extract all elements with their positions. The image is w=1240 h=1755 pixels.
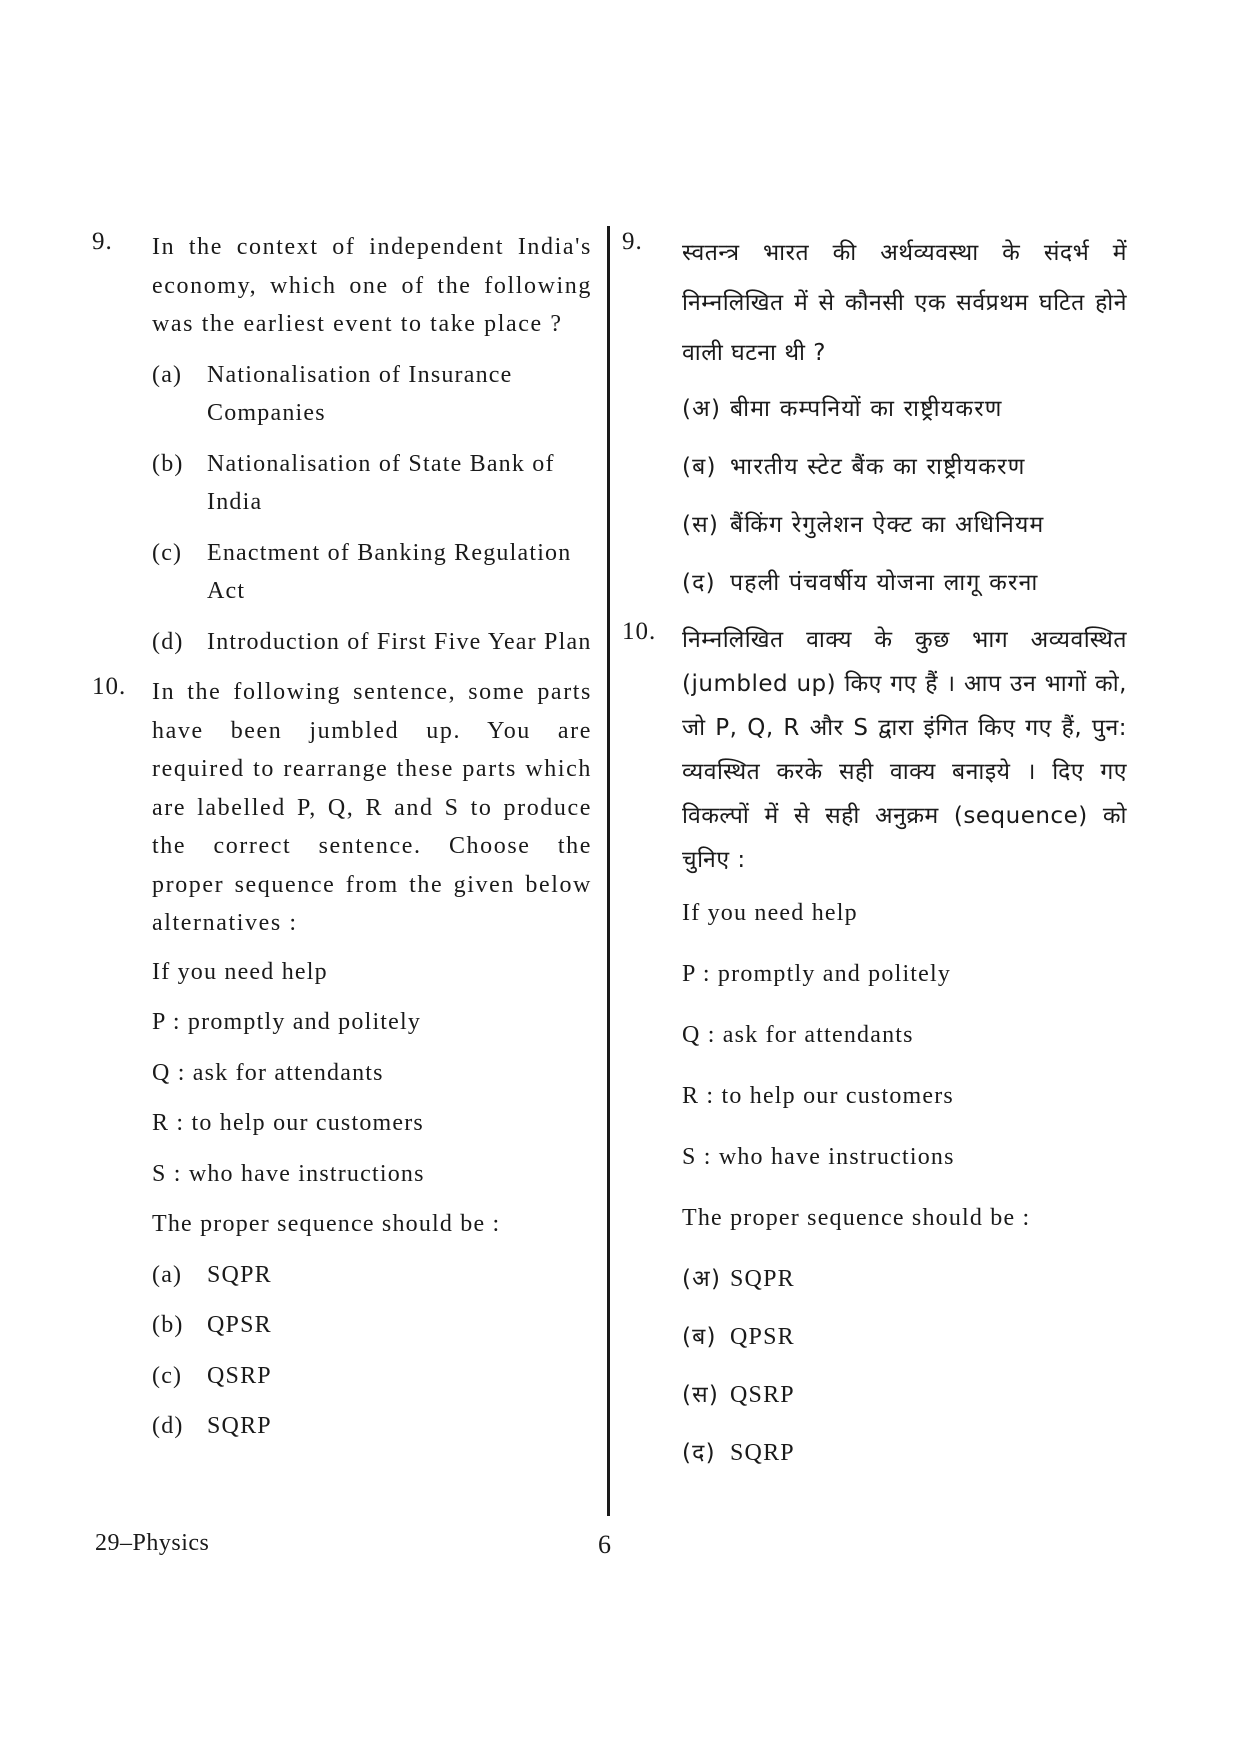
option-text: QPSR [730, 1324, 795, 1350]
option-label: (b) [152, 1312, 184, 1338]
option-a [682, 1256, 1127, 1302]
question-text: निम्नलिखित वाक्य के कुछ भाग अव्यवस्थित (jumbled up) किए गए हैं । आप उन भागों को, जो P, Q, R और S द्वारा इंगित किए गए हैं, पुन: व्यवस्थित करके सही वाक्य बनाइये । दिए गए विकल्पों में से सही अनुक्रम (sequence) को चुनिए : [682, 627, 1127, 873]
option-text: SQPR [207, 1261, 272, 1288]
option-text: बैंकिंग रेगुलेशन ऐक्ट का अधिनियम [730, 512, 1045, 538]
option-text: QPSR [207, 1312, 272, 1338]
options-list [682, 1256, 1127, 1476]
option-label: (a) [152, 361, 183, 388]
option-text: SQRP [207, 1413, 272, 1439]
sentence-start: If you need help [682, 900, 858, 926]
option-a [152, 356, 592, 433]
option-label: (द) [682, 1440, 716, 1466]
part-s: S : who have instructions [682, 1144, 955, 1170]
option-d [152, 623, 592, 662]
part-q: Q : ask for attendants [152, 1059, 384, 1086]
option-c [682, 1372, 1127, 1418]
part-r: R : to help our customers [152, 1110, 424, 1136]
option-label: (c) [152, 539, 183, 566]
option-text: SQPR [730, 1266, 795, 1292]
question-number: 10. [622, 618, 657, 645]
option-text: पहली पंचवर्षीय योजना लागू करना [730, 570, 1039, 596]
option-label: (ब) [682, 1324, 717, 1350]
option-c [152, 1357, 592, 1396]
option-b [682, 444, 1127, 490]
sentence-start: If you need help [152, 958, 328, 985]
option-label: (अ) [682, 396, 722, 422]
option-b [682, 1314, 1127, 1360]
question-number: 10. [92, 673, 127, 700]
hindi-column [622, 228, 1127, 1488]
question-text: स्वतन्त्र भारत की अर्थव्यवस्था के संदर्भ में निम्नलिखित में से कौनसी एक सर्वप्रथम घटित होने वाली घटना थी ? [682, 240, 1127, 366]
option-text: QSRP [207, 1362, 272, 1389]
option-a [682, 386, 1127, 432]
question-9-hindi [622, 228, 1127, 606]
option-b [152, 445, 592, 522]
option-text: Nationalisation of State Bank of India [207, 450, 555, 515]
question-text: In the context of independent India's economy, which one of the following was the earliest event to take place ? [152, 234, 592, 337]
page-number: 6 [598, 1530, 611, 1559]
paper-code: 29–Physics [95, 1530, 210, 1556]
option-c [682, 502, 1127, 548]
part-p: P : promptly and politely [152, 1009, 422, 1035]
part-q: Q : ask for attendants [682, 1022, 914, 1048]
option-label: (d) [152, 628, 184, 655]
question-number: 9. [92, 228, 113, 255]
option-text: SQRP [730, 1440, 795, 1466]
option-d [152, 1407, 592, 1446]
question-text: In the following sentence, some parts have been jumbled up. You are required to rearrange these parts which are labelled P, Q, R and S to produce the correct sentence. Choose the proper sequence from the given below alternatives : [152, 679, 592, 936]
question-number: 9. [622, 228, 643, 255]
part-s: S : who have instructions [152, 1160, 425, 1187]
part-p: P : promptly and politely [682, 961, 952, 987]
option-b [152, 1306, 592, 1345]
english-column [92, 228, 592, 1458]
option-text: भारतीय स्टेट बैंक का राष्ट्रीयकरण [730, 454, 1026, 480]
option-label: (द) [682, 570, 716, 596]
option-label: (ब) [682, 454, 717, 480]
option-c [152, 534, 592, 611]
options-list [92, 1256, 592, 1446]
part-r: R : to help our customers [682, 1083, 954, 1109]
question-10-english [92, 673, 592, 1446]
option-label: (स) [682, 512, 720, 538]
options-list [682, 386, 1127, 606]
question-9-english [92, 228, 592, 661]
sequence-prompt: The proper sequence should be : [152, 1211, 501, 1237]
option-label: (d) [152, 1413, 184, 1439]
option-label: (b) [152, 450, 184, 477]
column-divider [607, 226, 610, 1516]
sequence-prompt: The proper sequence should be : [682, 1205, 1031, 1231]
option-d [682, 1430, 1127, 1476]
options-list [152, 356, 592, 662]
option-text: Enactment of Banking Regulation Act [207, 539, 572, 604]
option-text: बीमा कम्पनियों का राष्ट्रीयकरण [730, 396, 1003, 422]
option-label: (स) [682, 1382, 720, 1408]
option-a [152, 1256, 592, 1295]
option-text: Nationalisation of Insurance Companies [207, 361, 513, 426]
option-label: (a) [152, 1261, 183, 1288]
option-text: Introduction of First Five Year Plan [207, 628, 592, 655]
option-label: (c) [152, 1362, 183, 1389]
option-label: (अ) [682, 1266, 722, 1292]
option-text: QSRP [730, 1382, 795, 1408]
question-10-hindi [622, 618, 1127, 1476]
option-d [682, 560, 1127, 606]
